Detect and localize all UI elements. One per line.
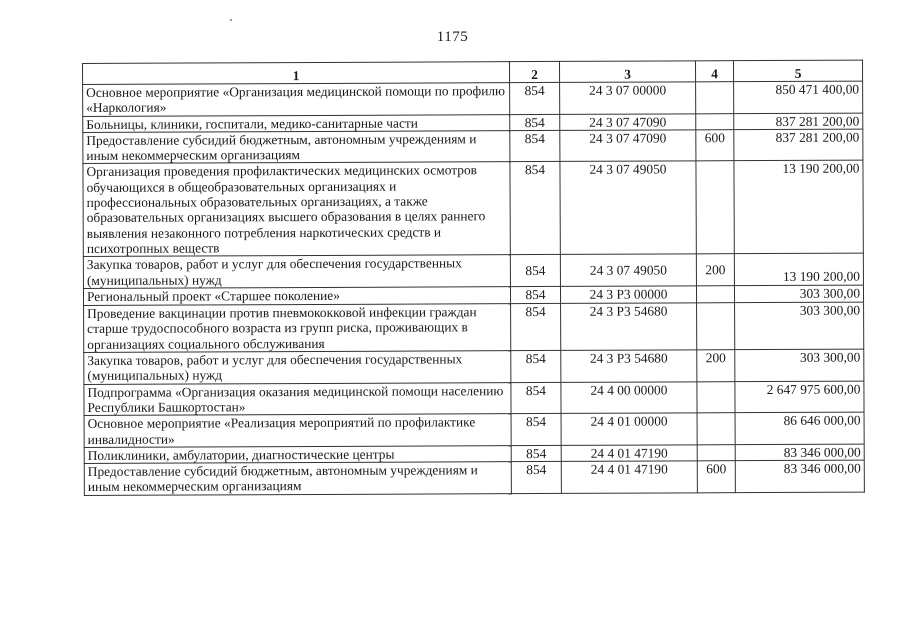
row-kvr: 200	[697, 350, 735, 382]
row-csr: 24 3 P3 54680	[561, 303, 697, 350]
row-amount: 303 300,00	[735, 349, 864, 381]
row-name: Основное мероприятие «Реализация мероприятий по профилактике инвалидности»	[84, 414, 511, 447]
row-code: 854	[510, 130, 560, 162]
row-name: Закупка товаров, работ и услуг для обеспечения государственных (муниципальных) нужд	[84, 351, 511, 384]
row-kvr	[696, 286, 734, 303]
row-name: Больницы, клиники, госпитали, медико-санитарные части	[83, 114, 510, 132]
row-name: Подпрограмма «Организация оказания медицинской помощи населению Республики Башкортостан»	[84, 382, 511, 415]
row-code: 854	[510, 286, 560, 304]
row-code: 854	[511, 445, 561, 462]
row-name: Организация проведения профилактических медицинских осмотров обучающихся в общеобразовательных организациях и профессиональных образовательных организациях, а также образовательных организациях высшего образования в целях раннего выявления незаконного потребления наркотических средств и психотропных веществ	[83, 162, 510, 257]
header-col-2: 2	[509, 61, 559, 82]
row-name: Региональный проект «Старшее поколение»	[83, 286, 510, 305]
row-kvr	[696, 161, 734, 254]
table-row	[84, 349, 864, 384]
row-amount: 303 300,00	[734, 285, 863, 303]
table-row	[84, 381, 864, 416]
row-amount: 13 190 200,00	[734, 161, 863, 254]
scan-speck	[230, 19, 232, 21]
row-name: Закупка товаров, работ и услуг для обеспечения государственных (муниципальных) нужд	[83, 255, 510, 288]
row-name: Предоставление субсидий бюджетным, автономным учреждениям и иным некоммерческим организациям	[84, 462, 511, 495]
row-amount: 83 346 000,00	[735, 444, 864, 461]
row-code: 854	[510, 114, 560, 131]
row-amount: 303 300,00	[735, 302, 864, 349]
row-code: 854	[510, 82, 560, 114]
row-csr: 24 4 01 47190	[561, 461, 697, 493]
table-row	[83, 129, 863, 164]
table-row	[84, 460, 864, 495]
row-csr: 24 4 01 47190	[561, 445, 697, 462]
row-csr: 24 3 07 49050	[560, 161, 696, 254]
row-amount: 837 281 200,00	[734, 129, 863, 161]
row-kvr: 600	[697, 461, 735, 493]
table-row	[84, 412, 864, 447]
table-row	[83, 161, 863, 257]
row-kvr	[697, 413, 735, 445]
row-csr: 24 3 07 47090	[560, 113, 696, 130]
row-amount: 2 647 975 600,00	[735, 381, 864, 413]
row-csr: 24 4 01 00000	[561, 413, 697, 445]
header-col-3: 3	[559, 61, 695, 83]
page-number: 1175	[436, 29, 469, 45]
row-amount: 83 346 000,00	[735, 460, 864, 492]
row-code: 854	[511, 382, 561, 414]
row-code: 854	[511, 414, 561, 446]
row-name: Проведение вакцинации против пневмококковой инфекции граждан старше трудоспособного возраста из групп риска, проживающих в организациях социального обслуживания	[84, 304, 511, 353]
header-col-1: 1	[83, 62, 510, 85]
row-kvr	[697, 381, 735, 413]
table-row	[84, 302, 864, 352]
table-row	[83, 253, 863, 288]
row-kvr: 600	[696, 130, 734, 162]
row-code: 854	[511, 350, 561, 382]
row-csr: 24 3 P3 54680	[561, 350, 697, 382]
table-row	[83, 81, 863, 116]
row-amount: 86 646 000,00	[735, 412, 864, 444]
row-csr: 24 3 07 47090	[560, 130, 696, 162]
row-csr: 24 3 07 49050	[560, 254, 696, 286]
budget-table	[82, 60, 865, 496]
header-col-4: 4	[695, 61, 733, 82]
row-name: Предоставление субсидий бюджетным, автономным учреждениям и иным некоммерческим организациям	[83, 131, 510, 164]
row-kvr	[697, 303, 735, 350]
row-csr: 24 3 P3 00000	[560, 286, 696, 304]
row-name: Поликлиники, амбулатории, диагностические центры	[84, 445, 511, 463]
row-kvr	[696, 82, 734, 114]
row-kvr: 200	[696, 254, 734, 286]
row-kvr	[696, 113, 734, 129]
row-amount: 837 281 200,00	[734, 113, 863, 130]
row-csr: 24 3 07 00000	[560, 82, 696, 114]
row-code: 854	[511, 304, 561, 351]
header-col-5: 5	[733, 60, 862, 82]
row-amount: 13 190 200,00	[734, 253, 863, 285]
row-csr: 24 4 00 00000	[561, 381, 697, 413]
row-code: 854	[510, 255, 560, 287]
row-amount: 850 471 400,00	[734, 81, 863, 113]
row-kvr	[697, 444, 735, 460]
row-name: Основное мероприятие «Организация медицинской помощи по профилю «Наркология»	[83, 83, 510, 116]
row-code: 854	[510, 162, 560, 255]
row-code: 854	[511, 462, 561, 494]
